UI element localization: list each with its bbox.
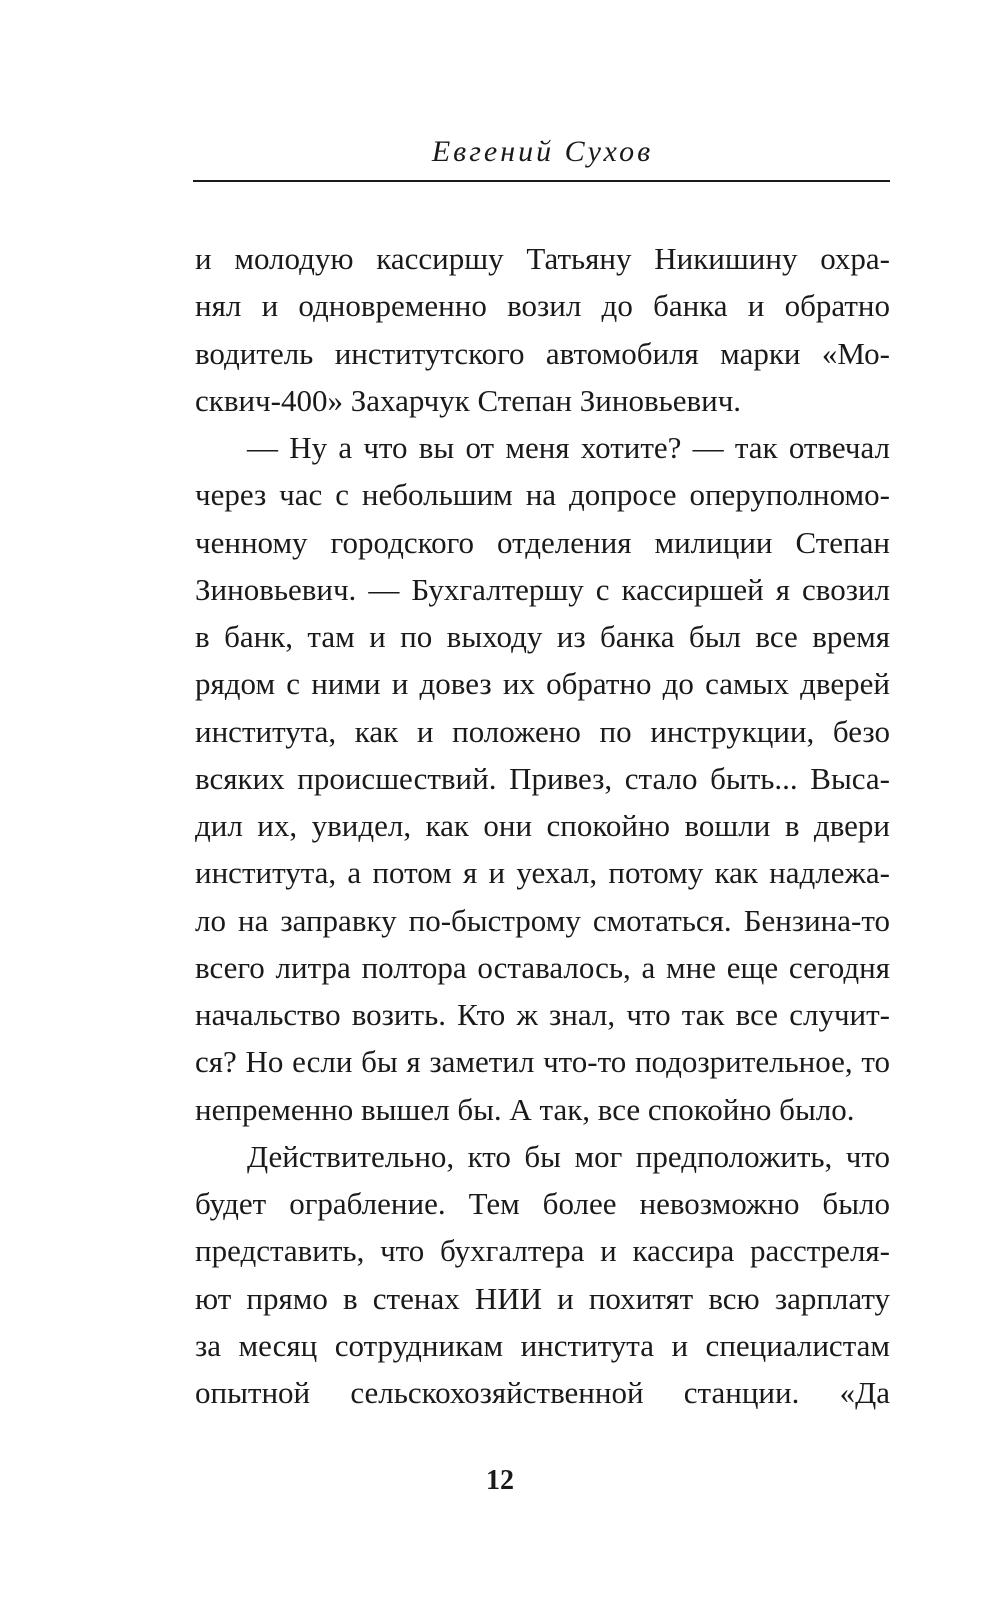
text-line: непременно вышел бы. А так, все спокойно было. (195, 1091, 855, 1127)
text-line: за месяц сотрудникам института и специалистам (195, 1327, 890, 1363)
text-line: дил их, увидел, как они спокойно вошли в двери (195, 808, 890, 843)
text-line: в банк, там и по выходу из банка был все время (195, 619, 890, 654)
text-line: Зиновьевич. — Бухгалтершу с кассиршей я свозил (195, 571, 890, 607)
text-line: водитель институтского автомобиля марки «Мо- (195, 335, 890, 371)
header-rule (193, 180, 890, 182)
text-line: ют прямо в стенах НИИ и похитят всю зарплату (195, 1280, 890, 1316)
text-line: нял и одновременно возил до банка и обратно (195, 288, 890, 324)
text-line: института, а потом я и уехал, потому как надлежа- (195, 855, 890, 891)
text-line: ло на заправку по-быстрому смотаться. Бензина-то (195, 902, 890, 938)
text-line: всяких происшествий. Привез, стало быть... Выса- (195, 760, 890, 796)
text-line: представить, что бухгалтера и кассира расстреля- (195, 1233, 890, 1269)
text-line: ся? Но если бы я заметил что-то подозрительное, то (195, 1044, 890, 1080)
text-line: института, как и положено по инструкции, безо (195, 713, 890, 749)
text-line: опытной сельскохозяйственной станции. «Да (195, 1375, 890, 1410)
text-line: рядом с ними и довез их обратно до самых дверей (195, 666, 890, 702)
text-line: — Ну а что вы от меня хотите? — так отвечал (247, 430, 890, 465)
text-line: Действительно, кто бы мог предположить, что (247, 1138, 890, 1174)
text-line: ченному городского отделения милиции Степан (195, 524, 890, 560)
text-line: через час с небольшим на допросе оперуполномо- (195, 477, 890, 513)
body-text (195, 235, 890, 1416)
page-number: 12 (486, 1465, 514, 1496)
text-line: будет ограбление. Тем более невозможно было (195, 1186, 890, 1221)
text-line: и молодую кассиршу Татьяну Никишину охра- (195, 241, 890, 276)
text-line: начальство возить. Кто ж знал, что так все случит- (195, 997, 890, 1032)
running-head-author: Евгений Сухов (431, 135, 654, 168)
text-line: всего литра полтора оставалось, а мне еще сегодня (195, 949, 890, 985)
text-line: сквич-400» Захарчук Степан Зиновьевич. (195, 382, 742, 418)
